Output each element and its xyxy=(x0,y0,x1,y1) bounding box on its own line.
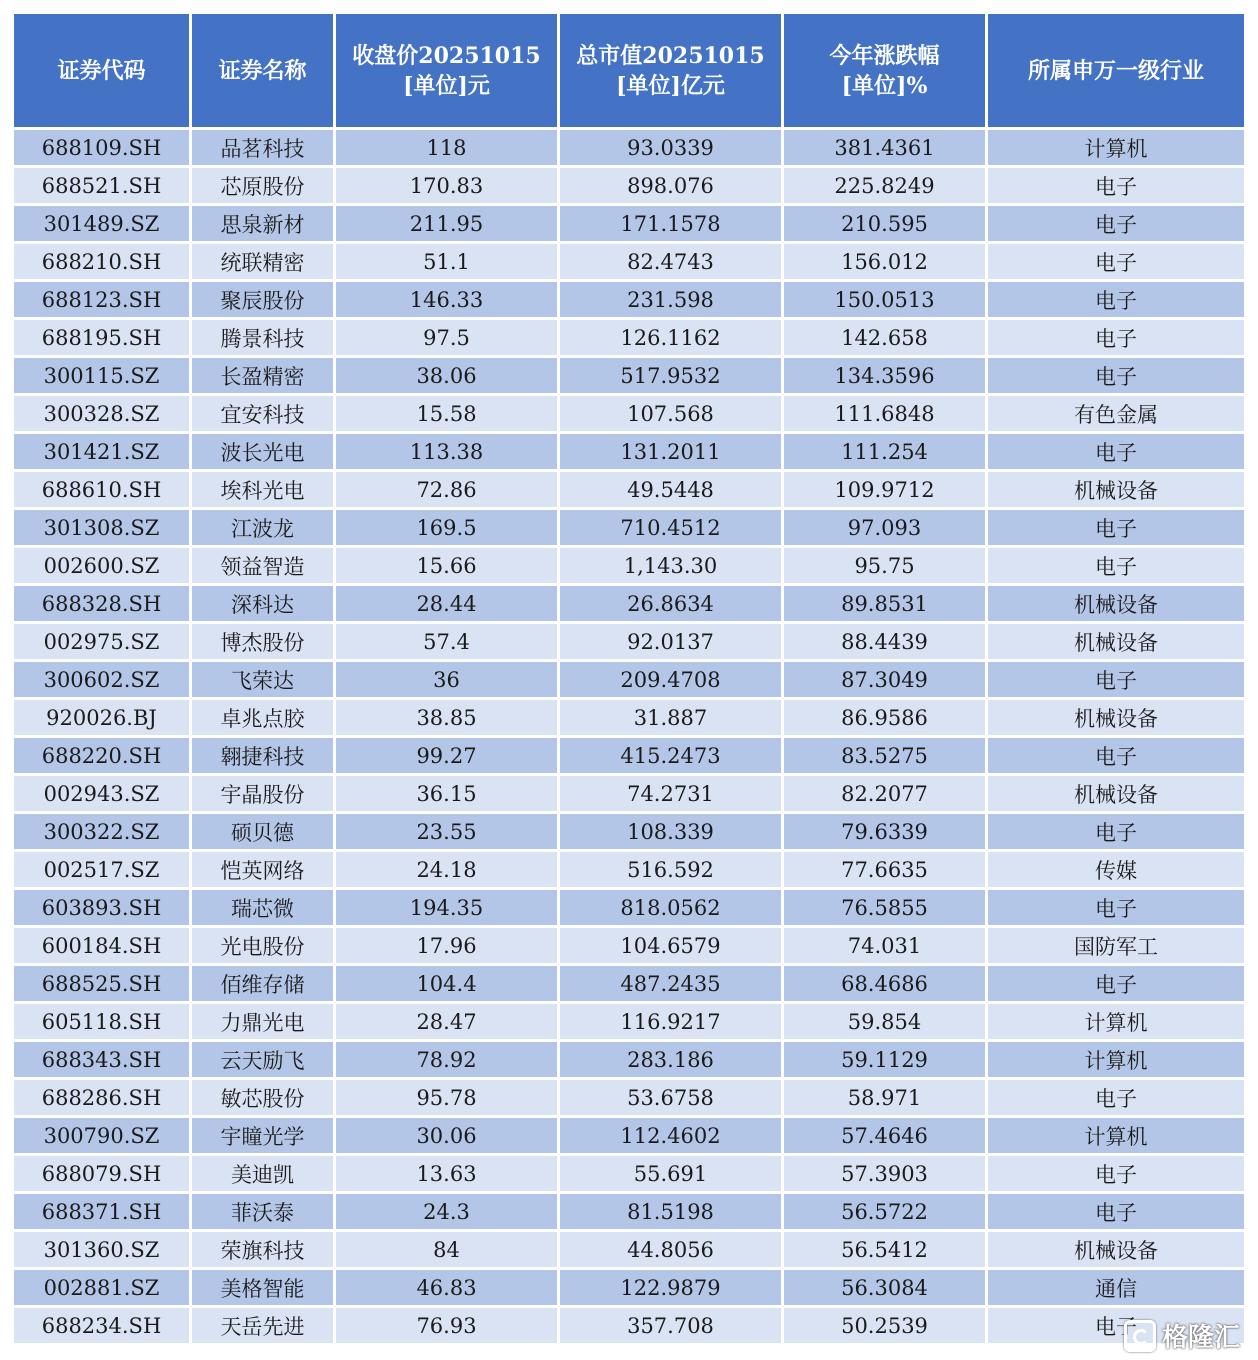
cell-security-code: 301421.SZ xyxy=(14,434,189,469)
cell-ytd-change: 56.3084 xyxy=(784,1270,985,1305)
table-row xyxy=(14,586,1244,621)
cell-industry: 机械设备 xyxy=(988,700,1244,735)
cell-industry: 传媒 xyxy=(988,852,1244,887)
cell-security-name: 埃科光电 xyxy=(192,472,333,507)
cell-security-code: 688371.SH xyxy=(14,1194,189,1229)
cell-security-name: 长盈精密 xyxy=(192,358,333,393)
cell-security-code: 300115.SZ xyxy=(14,358,189,393)
table-row xyxy=(14,1232,1244,1267)
cell-industry: 电子 xyxy=(988,1080,1244,1115)
cell-market-cap: 49.5448 xyxy=(560,472,781,507)
cell-close-price: 13.63 xyxy=(336,1156,557,1191)
cell-industry: 电子 xyxy=(988,1156,1244,1191)
cell-security-name: 佰维存储 xyxy=(192,966,333,1001)
cell-market-cap: 357.708 xyxy=(560,1308,781,1343)
table-header xyxy=(14,14,1244,127)
cell-security-name: 天岳先进 xyxy=(192,1308,333,1343)
cell-ytd-change: 79.6339 xyxy=(784,814,985,849)
cell-security-code: 300322.SZ xyxy=(14,814,189,849)
cell-security-name: 荣旗科技 xyxy=(192,1232,333,1267)
cell-industry: 电子 xyxy=(988,358,1244,393)
table-row xyxy=(14,320,1244,355)
table-body xyxy=(14,130,1244,1343)
cell-industry: 机械设备 xyxy=(988,472,1244,507)
cell-close-price: 170.83 xyxy=(336,168,557,203)
cell-close-price: 118 xyxy=(336,130,557,165)
table-row xyxy=(14,738,1244,773)
cell-security-name: 思泉新材 xyxy=(192,206,333,241)
cell-security-code: 600184.SH xyxy=(14,928,189,963)
cell-security-name: 菲沃泰 xyxy=(192,1194,333,1229)
watermark xyxy=(1124,1317,1240,1354)
cell-close-price: 24.18 xyxy=(336,852,557,887)
cell-security-code: 605118.SH xyxy=(14,1004,189,1039)
cell-market-cap: 1,143.30 xyxy=(560,548,781,583)
table-row xyxy=(14,206,1244,241)
cell-ytd-change: 88.4439 xyxy=(784,624,985,659)
header-ytd-change xyxy=(784,14,985,127)
cell-security-code: 300602.SZ xyxy=(14,662,189,697)
cell-security-code: 688521.SH xyxy=(14,168,189,203)
header-label: 证券名称 xyxy=(218,57,307,84)
cell-close-price: 57.4 xyxy=(336,624,557,659)
cell-market-cap: 108.339 xyxy=(560,814,781,849)
cell-industry: 电子 xyxy=(988,168,1244,203)
cell-security-name: 宜安科技 xyxy=(192,396,333,431)
cell-security-code: 688123.SH xyxy=(14,282,189,317)
cell-security-code: 301308.SZ xyxy=(14,510,189,545)
cell-close-price: 113.38 xyxy=(336,434,557,469)
cell-industry: 电子 xyxy=(988,1308,1244,1343)
stock-table xyxy=(11,11,1247,1346)
table-row xyxy=(14,662,1244,697)
cell-market-cap: 209.4708 xyxy=(560,662,781,697)
cell-ytd-change: 83.5275 xyxy=(784,738,985,773)
cell-market-cap: 122.9879 xyxy=(560,1270,781,1305)
cell-security-name: 光电股份 xyxy=(192,928,333,963)
cell-market-cap: 93.0339 xyxy=(560,130,781,165)
cell-security-code: 688109.SH xyxy=(14,130,189,165)
cell-close-price: 99.27 xyxy=(336,738,557,773)
cell-industry: 机械设备 xyxy=(988,776,1244,811)
cell-close-price: 97.5 xyxy=(336,320,557,355)
table-row xyxy=(14,1194,1244,1229)
cell-ytd-change: 57.3903 xyxy=(784,1156,985,1191)
cell-ytd-change: 225.8249 xyxy=(784,168,985,203)
cell-ytd-change: 86.9586 xyxy=(784,700,985,735)
cell-market-cap: 104.6579 xyxy=(560,928,781,963)
cell-ytd-change: 59.854 xyxy=(784,1004,985,1039)
table-row xyxy=(14,928,1244,963)
cell-market-cap: 26.8634 xyxy=(560,586,781,621)
cell-ytd-change: 109.9712 xyxy=(784,472,985,507)
watermark-text: 格隆汇 xyxy=(1161,1323,1240,1353)
table-row xyxy=(14,434,1244,469)
cell-market-cap: 44.8056 xyxy=(560,1232,781,1267)
cell-industry: 有色金属 xyxy=(988,396,1244,431)
cell-close-price: 84 xyxy=(336,1232,557,1267)
table-row xyxy=(14,1270,1244,1305)
cell-security-name: 美格智能 xyxy=(192,1270,333,1305)
cell-ytd-change: 150.0513 xyxy=(784,282,985,317)
cell-security-code: 688234.SH xyxy=(14,1308,189,1343)
cell-security-name: 宇瞳光学 xyxy=(192,1118,333,1153)
cell-ytd-change: 89.8531 xyxy=(784,586,985,621)
header-security-code xyxy=(14,14,189,127)
cell-close-price: 76.93 xyxy=(336,1308,557,1343)
header-label: 证券代码 xyxy=(57,57,146,84)
cell-market-cap: 112.4602 xyxy=(560,1118,781,1153)
cell-close-price: 194.35 xyxy=(336,890,557,925)
table-row xyxy=(14,624,1244,659)
cell-security-code: 920026.BJ xyxy=(14,700,189,735)
cell-security-name: 硕贝德 xyxy=(192,814,333,849)
cell-industry: 计算机 xyxy=(988,1118,1244,1153)
cell-security-code: 002881.SZ xyxy=(14,1270,189,1305)
cell-close-price: 17.96 xyxy=(336,928,557,963)
cell-security-code: 300790.SZ xyxy=(14,1118,189,1153)
cell-close-price: 15.66 xyxy=(336,548,557,583)
cell-security-code: 300328.SZ xyxy=(14,396,189,431)
table-row xyxy=(14,1042,1244,1077)
cell-close-price: 211.95 xyxy=(336,206,557,241)
table-row xyxy=(14,510,1244,545)
cell-ytd-change: 56.5412 xyxy=(784,1232,985,1267)
header-label: 今年涨跌幅 xyxy=(829,42,940,69)
cell-industry: 电子 xyxy=(988,510,1244,545)
cell-security-name: 统联精密 xyxy=(192,244,333,279)
header-unit: [单位]元 xyxy=(403,72,490,99)
cell-security-name: 博杰股份 xyxy=(192,624,333,659)
cell-close-price: 169.5 xyxy=(336,510,557,545)
cell-ytd-change: 76.5855 xyxy=(784,890,985,925)
gelonghui-logo-icon xyxy=(1124,1320,1156,1352)
cell-market-cap: 283.186 xyxy=(560,1042,781,1077)
cell-market-cap: 81.5198 xyxy=(560,1194,781,1229)
cell-security-code: 688210.SH xyxy=(14,244,189,279)
table-row xyxy=(14,1118,1244,1153)
header-security-name xyxy=(192,14,333,127)
cell-industry: 电子 xyxy=(988,244,1244,279)
cell-ytd-change: 134.3596 xyxy=(784,358,985,393)
cell-security-code: 688286.SH xyxy=(14,1080,189,1115)
cell-close-price: 95.78 xyxy=(336,1080,557,1115)
cell-security-name: 敏芯股份 xyxy=(192,1080,333,1115)
cell-industry: 电子 xyxy=(988,282,1244,317)
cell-industry: 机械设备 xyxy=(988,1232,1244,1267)
cell-close-price: 36 xyxy=(336,662,557,697)
cell-industry: 电子 xyxy=(988,738,1244,773)
cell-ytd-change: 59.1129 xyxy=(784,1042,985,1077)
header-label: 总市值20251015 xyxy=(576,42,765,69)
table-row xyxy=(14,1080,1244,1115)
cell-market-cap: 53.6758 xyxy=(560,1080,781,1115)
cell-security-code: 002975.SZ xyxy=(14,624,189,659)
cell-close-price: 78.92 xyxy=(336,1042,557,1077)
cell-industry: 机械设备 xyxy=(988,624,1244,659)
cell-market-cap: 898.076 xyxy=(560,168,781,203)
cell-industry: 电子 xyxy=(988,814,1244,849)
cell-market-cap: 55.691 xyxy=(560,1156,781,1191)
header-unit: [单位]% xyxy=(841,72,928,99)
table-row xyxy=(14,1156,1244,1191)
table-row xyxy=(14,852,1244,887)
table-row xyxy=(14,130,1244,165)
header-row xyxy=(14,14,1244,127)
cell-security-name: 瑞芯微 xyxy=(192,890,333,925)
cell-security-code: 688079.SH xyxy=(14,1156,189,1191)
cell-close-price: 72.86 xyxy=(336,472,557,507)
cell-industry: 电子 xyxy=(988,320,1244,355)
cell-ytd-change: 156.012 xyxy=(784,244,985,279)
cell-security-name: 卓兆点胶 xyxy=(192,700,333,735)
cell-security-name: 江波龙 xyxy=(192,510,333,545)
cell-ytd-change: 77.6635 xyxy=(784,852,985,887)
cell-market-cap: 116.9217 xyxy=(560,1004,781,1039)
cell-industry: 电子 xyxy=(988,890,1244,925)
cell-market-cap: 107.568 xyxy=(560,396,781,431)
cell-close-price: 36.15 xyxy=(336,776,557,811)
cell-market-cap: 517.9532 xyxy=(560,358,781,393)
cell-security-name: 美迪凯 xyxy=(192,1156,333,1191)
cell-close-price: 30.06 xyxy=(336,1118,557,1153)
cell-ytd-change: 381.4361 xyxy=(784,130,985,165)
table-row xyxy=(14,1004,1244,1039)
cell-security-name: 深科达 xyxy=(192,586,333,621)
cell-market-cap: 818.0562 xyxy=(560,890,781,925)
cell-industry: 国防军工 xyxy=(988,928,1244,963)
cell-market-cap: 231.598 xyxy=(560,282,781,317)
cell-ytd-change: 111.254 xyxy=(784,434,985,469)
cell-ytd-change: 58.971 xyxy=(784,1080,985,1115)
cell-ytd-change: 142.658 xyxy=(784,320,985,355)
header-market-cap xyxy=(560,14,781,127)
header-unit: [单位]亿元 xyxy=(616,72,725,99)
cell-market-cap: 82.4743 xyxy=(560,244,781,279)
cell-security-name: 飞荣达 xyxy=(192,662,333,697)
cell-close-price: 23.55 xyxy=(336,814,557,849)
cell-security-code: 688220.SH xyxy=(14,738,189,773)
cell-ytd-change: 210.595 xyxy=(784,206,985,241)
cell-ytd-change: 68.4686 xyxy=(784,966,985,1001)
cell-security-name: 聚辰股份 xyxy=(192,282,333,317)
cell-ytd-change: 95.75 xyxy=(784,548,985,583)
cell-ytd-change: 74.031 xyxy=(784,928,985,963)
cell-security-name: 芯原股份 xyxy=(192,168,333,203)
cell-close-price: 46.83 xyxy=(336,1270,557,1305)
cell-security-code: 002517.SZ xyxy=(14,852,189,887)
cell-industry: 计算机 xyxy=(988,1004,1244,1039)
table-row xyxy=(14,1308,1244,1343)
cell-security-code: 002943.SZ xyxy=(14,776,189,811)
cell-ytd-change: 87.3049 xyxy=(784,662,985,697)
cell-security-code: 603893.SH xyxy=(14,890,189,925)
table-row xyxy=(14,168,1244,203)
cell-ytd-change: 97.093 xyxy=(784,510,985,545)
table-row xyxy=(14,966,1244,1001)
cell-market-cap: 74.2731 xyxy=(560,776,781,811)
cell-industry: 电子 xyxy=(988,434,1244,469)
cell-market-cap: 31.887 xyxy=(560,700,781,735)
cell-close-price: 15.58 xyxy=(336,396,557,431)
cell-market-cap: 516.592 xyxy=(560,852,781,887)
cell-security-name: 翱捷科技 xyxy=(192,738,333,773)
header-industry xyxy=(988,14,1244,127)
cell-industry: 电子 xyxy=(988,662,1244,697)
cell-security-name: 宇晶股份 xyxy=(192,776,333,811)
cell-market-cap: 131.2011 xyxy=(560,434,781,469)
cell-close-price: 146.33 xyxy=(336,282,557,317)
table-row xyxy=(14,548,1244,583)
cell-ytd-change: 57.4646 xyxy=(784,1118,985,1153)
cell-ytd-change: 50.2539 xyxy=(784,1308,985,1343)
cell-industry: 计算机 xyxy=(988,130,1244,165)
cell-industry: 电子 xyxy=(988,548,1244,583)
cell-security-name: 波长光电 xyxy=(192,434,333,469)
table-row xyxy=(14,814,1244,849)
header-label: 收盘价20251015 xyxy=(352,42,541,69)
cell-close-price: 38.06 xyxy=(336,358,557,393)
cell-industry: 电子 xyxy=(988,206,1244,241)
cell-security-code: 688525.SH xyxy=(14,966,189,1001)
cell-market-cap: 126.1162 xyxy=(560,320,781,355)
cell-close-price: 104.4 xyxy=(336,966,557,1001)
cell-security-code: 301489.SZ xyxy=(14,206,189,241)
table-row xyxy=(14,396,1244,431)
table-row xyxy=(14,700,1244,735)
cell-security-code: 688328.SH xyxy=(14,586,189,621)
cell-security-name: 云天励飞 xyxy=(192,1042,333,1077)
cell-security-name: 领益智造 xyxy=(192,548,333,583)
cell-close-price: 28.47 xyxy=(336,1004,557,1039)
cell-security-name: 力鼎光电 xyxy=(192,1004,333,1039)
header-close-price xyxy=(336,14,557,127)
cell-close-price: 51.1 xyxy=(336,244,557,279)
table-row xyxy=(14,776,1244,811)
cell-security-code: 688195.SH xyxy=(14,320,189,355)
cell-security-code: 688343.SH xyxy=(14,1042,189,1077)
cell-industry: 电子 xyxy=(988,1194,1244,1229)
table-row xyxy=(14,244,1244,279)
header-label: 所属申万一级行业 xyxy=(1027,57,1204,84)
table-row xyxy=(14,282,1244,317)
cell-market-cap: 415.2473 xyxy=(560,738,781,773)
cell-industry: 机械设备 xyxy=(988,586,1244,621)
cell-market-cap: 171.1578 xyxy=(560,206,781,241)
cell-ytd-change: 82.2077 xyxy=(784,776,985,811)
cell-close-price: 38.85 xyxy=(336,700,557,735)
cell-market-cap: 92.0137 xyxy=(560,624,781,659)
table-row xyxy=(14,358,1244,393)
table-row xyxy=(14,472,1244,507)
cell-security-name: 品茗科技 xyxy=(192,130,333,165)
cell-industry: 计算机 xyxy=(988,1042,1244,1077)
cell-market-cap: 487.2435 xyxy=(560,966,781,1001)
cell-industry: 电子 xyxy=(988,966,1244,1001)
cell-market-cap: 710.4512 xyxy=(560,510,781,545)
cell-security-code: 002600.SZ xyxy=(14,548,189,583)
cell-security-name: 恺英网络 xyxy=(192,852,333,887)
cell-close-price: 28.44 xyxy=(336,586,557,621)
cell-close-price: 24.3 xyxy=(336,1194,557,1229)
cell-industry: 通信 xyxy=(988,1270,1244,1305)
cell-ytd-change: 111.6848 xyxy=(784,396,985,431)
cell-security-code: 301360.SZ xyxy=(14,1232,189,1267)
table-row xyxy=(14,890,1244,925)
cell-security-name: 腾景科技 xyxy=(192,320,333,355)
cell-ytd-change: 56.5722 xyxy=(784,1194,985,1229)
cell-security-code: 688610.SH xyxy=(14,472,189,507)
